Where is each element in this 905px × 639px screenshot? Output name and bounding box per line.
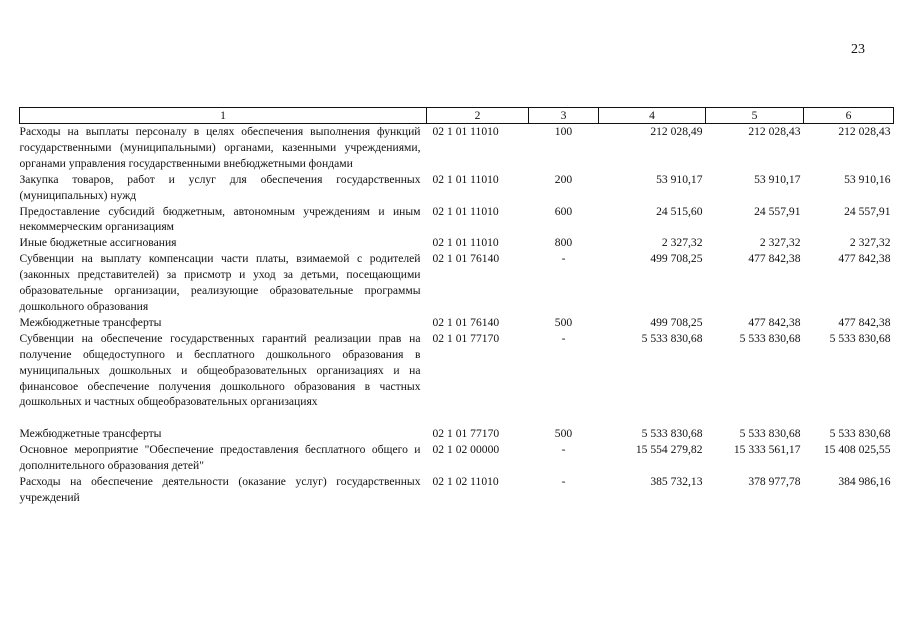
row-target-code: 02 1 01 11010 — [432, 204, 499, 218]
row-value-col6: 2 327,32 — [849, 236, 891, 250]
row-target-code: 02 1 01 11010 — [432, 172, 499, 186]
row-expense-group: 600 — [554, 204, 573, 218]
row-value-col4: 24 515,60 — [656, 204, 703, 218]
table-row — [20, 426, 894, 442]
row-value-col6: 53 910,16 — [844, 172, 891, 186]
table-row — [20, 204, 894, 236]
header-col-6: 6 — [804, 108, 894, 124]
row-target-code: 02 1 01 77170 — [432, 427, 500, 441]
table-row — [20, 124, 894, 172]
header-col-3: 3 — [529, 108, 599, 124]
row-value-col5: 477 842,38 — [748, 252, 801, 266]
row-value-col4: 5 533 830,68 — [641, 427, 703, 441]
header-col-5: 5 — [706, 108, 804, 124]
row-value-col5: 24 557,91 — [754, 204, 801, 218]
header-col-1: 1 — [20, 108, 427, 124]
row-name: Предоставление субсидий бюджетным, автономным учреждениям и иным некоммерческим организациям — [19, 204, 421, 234]
row-value-col4: 2 327,32 — [661, 236, 703, 250]
row-value-col5: 378 977,78 — [748, 475, 801, 489]
table-body — [20, 124, 894, 506]
header-row — [20, 108, 894, 124]
row-value-col4: 15 554 279,82 — [635, 443, 703, 457]
row-expense-group: - — [561, 331, 566, 345]
row-value-col4: 5 533 830,68 — [641, 331, 703, 345]
row-value-col5: 5 533 830,68 — [739, 427, 801, 441]
table-row — [20, 315, 894, 331]
header-col-4: 4 — [599, 108, 706, 124]
page-number: 23 — [851, 42, 865, 57]
row-expense-group: - — [561, 475, 566, 489]
budget-table — [19, 107, 894, 506]
row-name: Закупка товаров, работ и услуг для обеспечения государственных (муниципальных) нужд — [19, 172, 421, 202]
table-row — [20, 442, 894, 474]
row-name: Межбюджетные трансферты — [19, 315, 162, 329]
row-name: Основное мероприятие "Обеспечение предоставления бесплатного общего и дополнительного образования детей" — [19, 443, 421, 473]
table-row — [20, 235, 894, 251]
row-expense-group: 500 — [554, 427, 573, 441]
row-name: Субвенции на обеспечение государственных гарантий реализации прав на получение общедоступного и бесплатного дошкольного образования в муниципальных дошкольных и общеобразовательных организациях и на финансовое обеспечение получения дошкольного образования в частных дошкольных и частных общеобразовательных организациях — [19, 331, 421, 409]
table-row — [20, 172, 894, 204]
row-value-col5: 2 327,32 — [759, 236, 801, 250]
row-value-col4: 53 910,17 — [656, 172, 703, 186]
row-expense-group: - — [561, 252, 566, 266]
row-name: Иные бюджетные ассигнования — [19, 236, 177, 250]
row-target-code: 02 1 01 76140 — [432, 252, 500, 266]
row-expense-group: - — [561, 443, 566, 457]
row-expense-group: 800 — [554, 236, 573, 250]
row-value-col5: 212 028,43 — [748, 125, 801, 138]
table-spacer-row — [20, 410, 894, 426]
row-target-code: 02 1 01 11010 — [432, 125, 499, 138]
row-value-col6: 212 028,43 — [838, 125, 891, 138]
row-value-col4: 385 732,13 — [650, 475, 703, 489]
row-name: Субвенции на выплату компенсации части платы, взимаемой с родителей (законных представителей) за присмотр и уход за детьми, посещающими образовательные организации, реализующие образовательные программы дошкольного образования — [19, 252, 421, 313]
row-expense-group: 500 — [554, 315, 573, 329]
header-col-2: 2 — [427, 108, 529, 124]
row-value-col5: 5 533 830,68 — [739, 331, 801, 345]
row-value-col6: 477 842,38 — [838, 315, 891, 329]
row-target-code: 02 1 01 77170 — [432, 331, 500, 345]
row-target-code: 02 1 02 11010 — [432, 475, 499, 489]
row-expense-group: 200 — [554, 172, 573, 186]
row-target-code: 02 1 01 11010 — [432, 236, 499, 250]
table-row — [20, 474, 894, 506]
row-value-col6: 477 842,38 — [838, 252, 891, 266]
row-value-col5: 15 333 561,17 — [733, 443, 801, 457]
row-expense-group: 100 — [554, 125, 573, 138]
row-value-col5: 53 910,17 — [754, 172, 801, 186]
row-name: Межбюджетные трансферты — [19, 427, 162, 441]
row-target-code: 02 1 02 00000 — [432, 443, 500, 457]
row-value-col4: 499 708,25 — [650, 315, 703, 329]
row-value-col6: 24 557,91 — [844, 204, 891, 218]
row-value-col6: 5 533 830,68 — [829, 427, 891, 441]
row-value-col6: 5 533 830,68 — [829, 331, 891, 345]
row-value-col5: 477 842,38 — [748, 315, 801, 329]
row-target-code: 02 1 01 76140 — [432, 315, 500, 329]
row-value-col6: 15 408 025,55 — [823, 443, 891, 457]
row-value-col6: 384 986,16 — [838, 475, 891, 489]
table-row — [20, 251, 894, 315]
table-header — [20, 108, 894, 124]
row-value-col4: 212 028,49 — [650, 125, 703, 138]
row-name: Расходы на выплаты персоналу в целях обеспечения выполнения функций государственными (муниципальными) органами, казенными учреждениями, органами управления государственными внебюджетными фондами — [19, 125, 421, 170]
row-value-col4: 499 708,25 — [650, 252, 703, 266]
row-name: Расходы на обеспечение деятельности (оказание услуг) государственных учреждений — [19, 475, 421, 504]
table-row — [20, 331, 894, 411]
spacer-cell — [20, 410, 894, 426]
